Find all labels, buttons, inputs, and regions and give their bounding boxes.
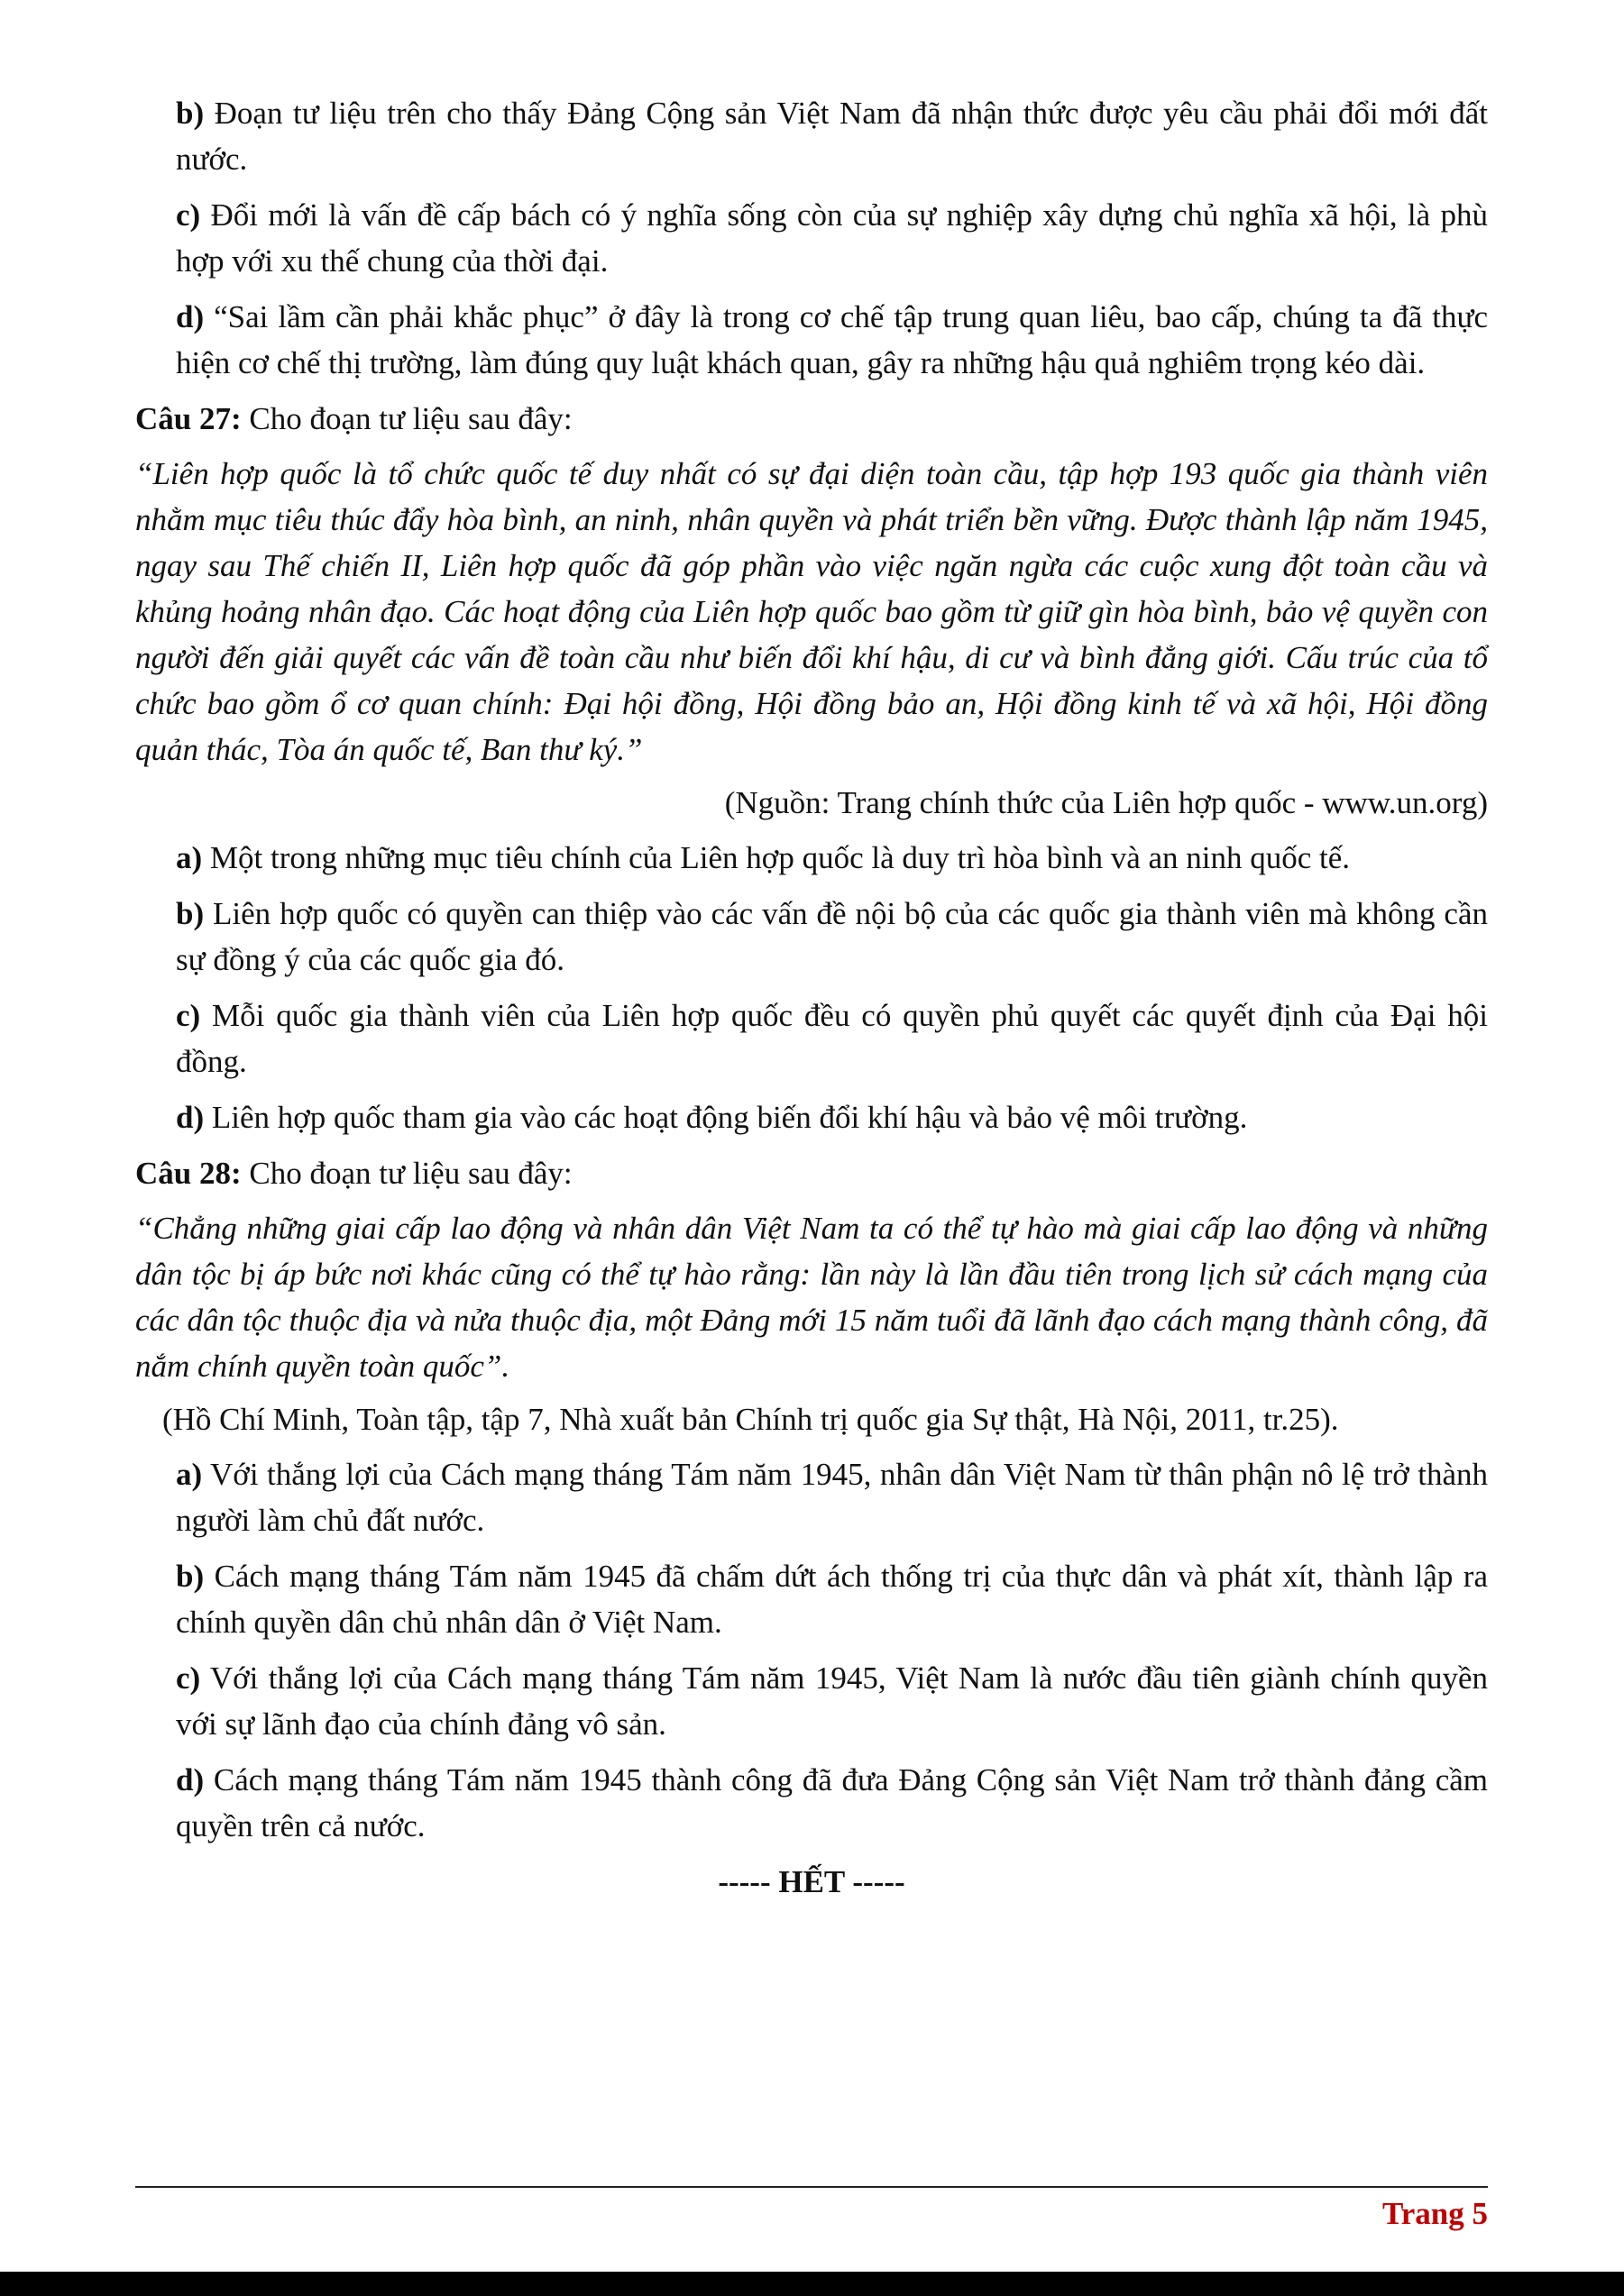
question-prompt: Cho đoạn tư liệu sau đây: [241,1156,573,1191]
page-content [135,90,1488,1905]
q28-option-b [135,1553,1488,1645]
option-label: a) [176,1457,203,1492]
option-label: b) [176,96,205,131]
option-text: Đoạn tư liệu trên cho thấy Đảng Cộng sản Việt Nam đã nhận thức được yêu cầu phải đổi mới đất nước. [176,96,1488,177]
option-text: “Sai lầm cần phải khắc phục” ở đây là trong cơ chế tập trung quan liêu, bao cấp, chúng ta đã thực hiện cơ chế thị trường, làm đúng quy luật khách quan, gây ra những hậu quả nghiêm trọng kéo dài. [176,299,1488,380]
option-text: Liên hợp quốc tham gia vào các hoạt động biến đổi khí hậu và bảo vệ môi trường. [204,1100,1248,1135]
option-text: Một trong những mục tiêu chính của Liên hợp quốc là duy trì hòa bình và an ninh quốc tế. [202,840,1351,875]
q28-option-d [135,1757,1488,1849]
q27-option-b [135,891,1488,983]
q26-option-d [135,294,1488,386]
option-label: c) [176,1660,201,1696]
option-label: c) [176,998,201,1033]
q27-option-c [135,992,1488,1084]
question-prompt: Cho đoạn tư liệu sau đây: [241,401,573,436]
question-number: Câu 28: [135,1156,242,1191]
q28-option-c [135,1655,1488,1747]
bottom-edge-band [0,2272,1624,2296]
option-label: d) [176,299,205,334]
q27-option-d [135,1094,1488,1140]
option-text: Cách mạng tháng Tám năm 1945 đã chấm dứt ách thống trị của thực dân và phát xít, thành lập ra chính quyền dân chủ nhân dân ở Việt Nam. [176,1559,1488,1640]
q27-quote: “Liên hợp quốc là tổ chức quốc tế duy nhất có sự đại diện toàn cầu, tập hợp 193 quốc gia thành viên nhằm mục tiêu thúc đẩy hòa bình, an ninh, nhân quyền và phát triển bền vững. Được thành lập năm 1945, ngay sau Thế chiến II, Liên hợp quốc đã góp phần vào việc ngăn ngừa các cuộc xung đột toàn cầu và khủng hoảng nhân đạo. Các hoạt động của Liên hợp quốc bao gồm từ giữ gìn hòa bình, bảo vệ quyền con người đến giải quyết các vấn đề toàn cầu như biến đổi khí hậu, di cư và bình đẳng giới. Cấu trúc của tổ chức bao gồm ổ cơ quan chính: Đại hội đồng, Hội đồng bảo an, Hội đồng kinh tế và xã hội, Hội đồng quản thác, Tòa án quốc tế, Ban thư ký.” [135,456,1488,767]
option-label: c) [176,197,201,233]
q28-heading [135,1150,1488,1196]
end-marker: ----- HẾT ----- [718,1864,905,1899]
option-text: Liên hợp quốc có quyền can thiệp vào các vấn đề nội bộ của các quốc gia thành viên mà không cần sự đồng ý của các quốc gia đó. [176,896,1488,977]
option-text: Mỗi quốc gia thành viên của Liên hợp quốc đều có quyền phủ quyết các quyết định của Đại hội đồng. [176,998,1488,1079]
option-text: Cách mạng tháng Tám năm 1945 thành công đã đưa Đảng Cộng sản Việt Nam trở thành đảng cầm quyền trên cả nước. [176,1762,1488,1843]
q26-option-c [135,192,1488,284]
question-number: Câu 27: [135,401,242,436]
option-label: b) [176,1559,205,1594]
option-text: Với thắng lợi của Cách mạng tháng Tám năm 1945, Việt Nam là nước đầu tiên giành chính quyền với sự lãnh đạo của chính đảng vô sản. [176,1660,1488,1742]
q28-source: (Hồ Chí Minh, Toàn tập, tập 7, Nhà xuất bản Chính trị quốc gia Sự thật, Hà Nội, 2011, tr.25). [162,1402,1339,1437]
option-text: Đổi mới là vấn đề cấp bách có ý nghĩa sống còn của sự nghiệp xây dựng chủ nghĩa xã hội, là phù hợp với xu thế chung của thời đại. [176,197,1488,279]
page-number: Trang 5 [1382,2196,1488,2231]
footer-divider [135,2186,1488,2188]
option-label: d) [176,1762,205,1797]
option-label: a) [176,840,203,875]
option-text: Với thắng lợi của Cách mạng tháng Tám năm 1945, nhân dân Việt Nam từ thân phận nô lệ trở thành người làm chủ đất nước. [176,1457,1488,1538]
option-label: b) [176,896,205,931]
q27-source: (Nguồn: Trang chính thức của Liên hợp quốc - www.un.org) [724,785,1488,820]
q28-quote: “Chẳng những giai cấp lao động và nhân dân Việt Nam ta có thể tự hào mà giai cấp lao động và những dân tộc bị áp bức nơi khác cũng có thể tự hào rằng: lần này là lần đầu tiên trong lịch sử cách mạng của các dân tộc thuộc địa và nửa thuộc địa, một Đảng mới 15 năm tuổi đã lãnh đạo cách mạng thành công, đã nắm chính quyền toàn quốc”. [135,1211,1488,1384]
q27-option-a [135,835,1488,881]
option-label: d) [176,1100,205,1135]
q26-option-b [135,90,1488,182]
q28-option-a [135,1451,1488,1543]
q27-heading [135,396,1488,442]
